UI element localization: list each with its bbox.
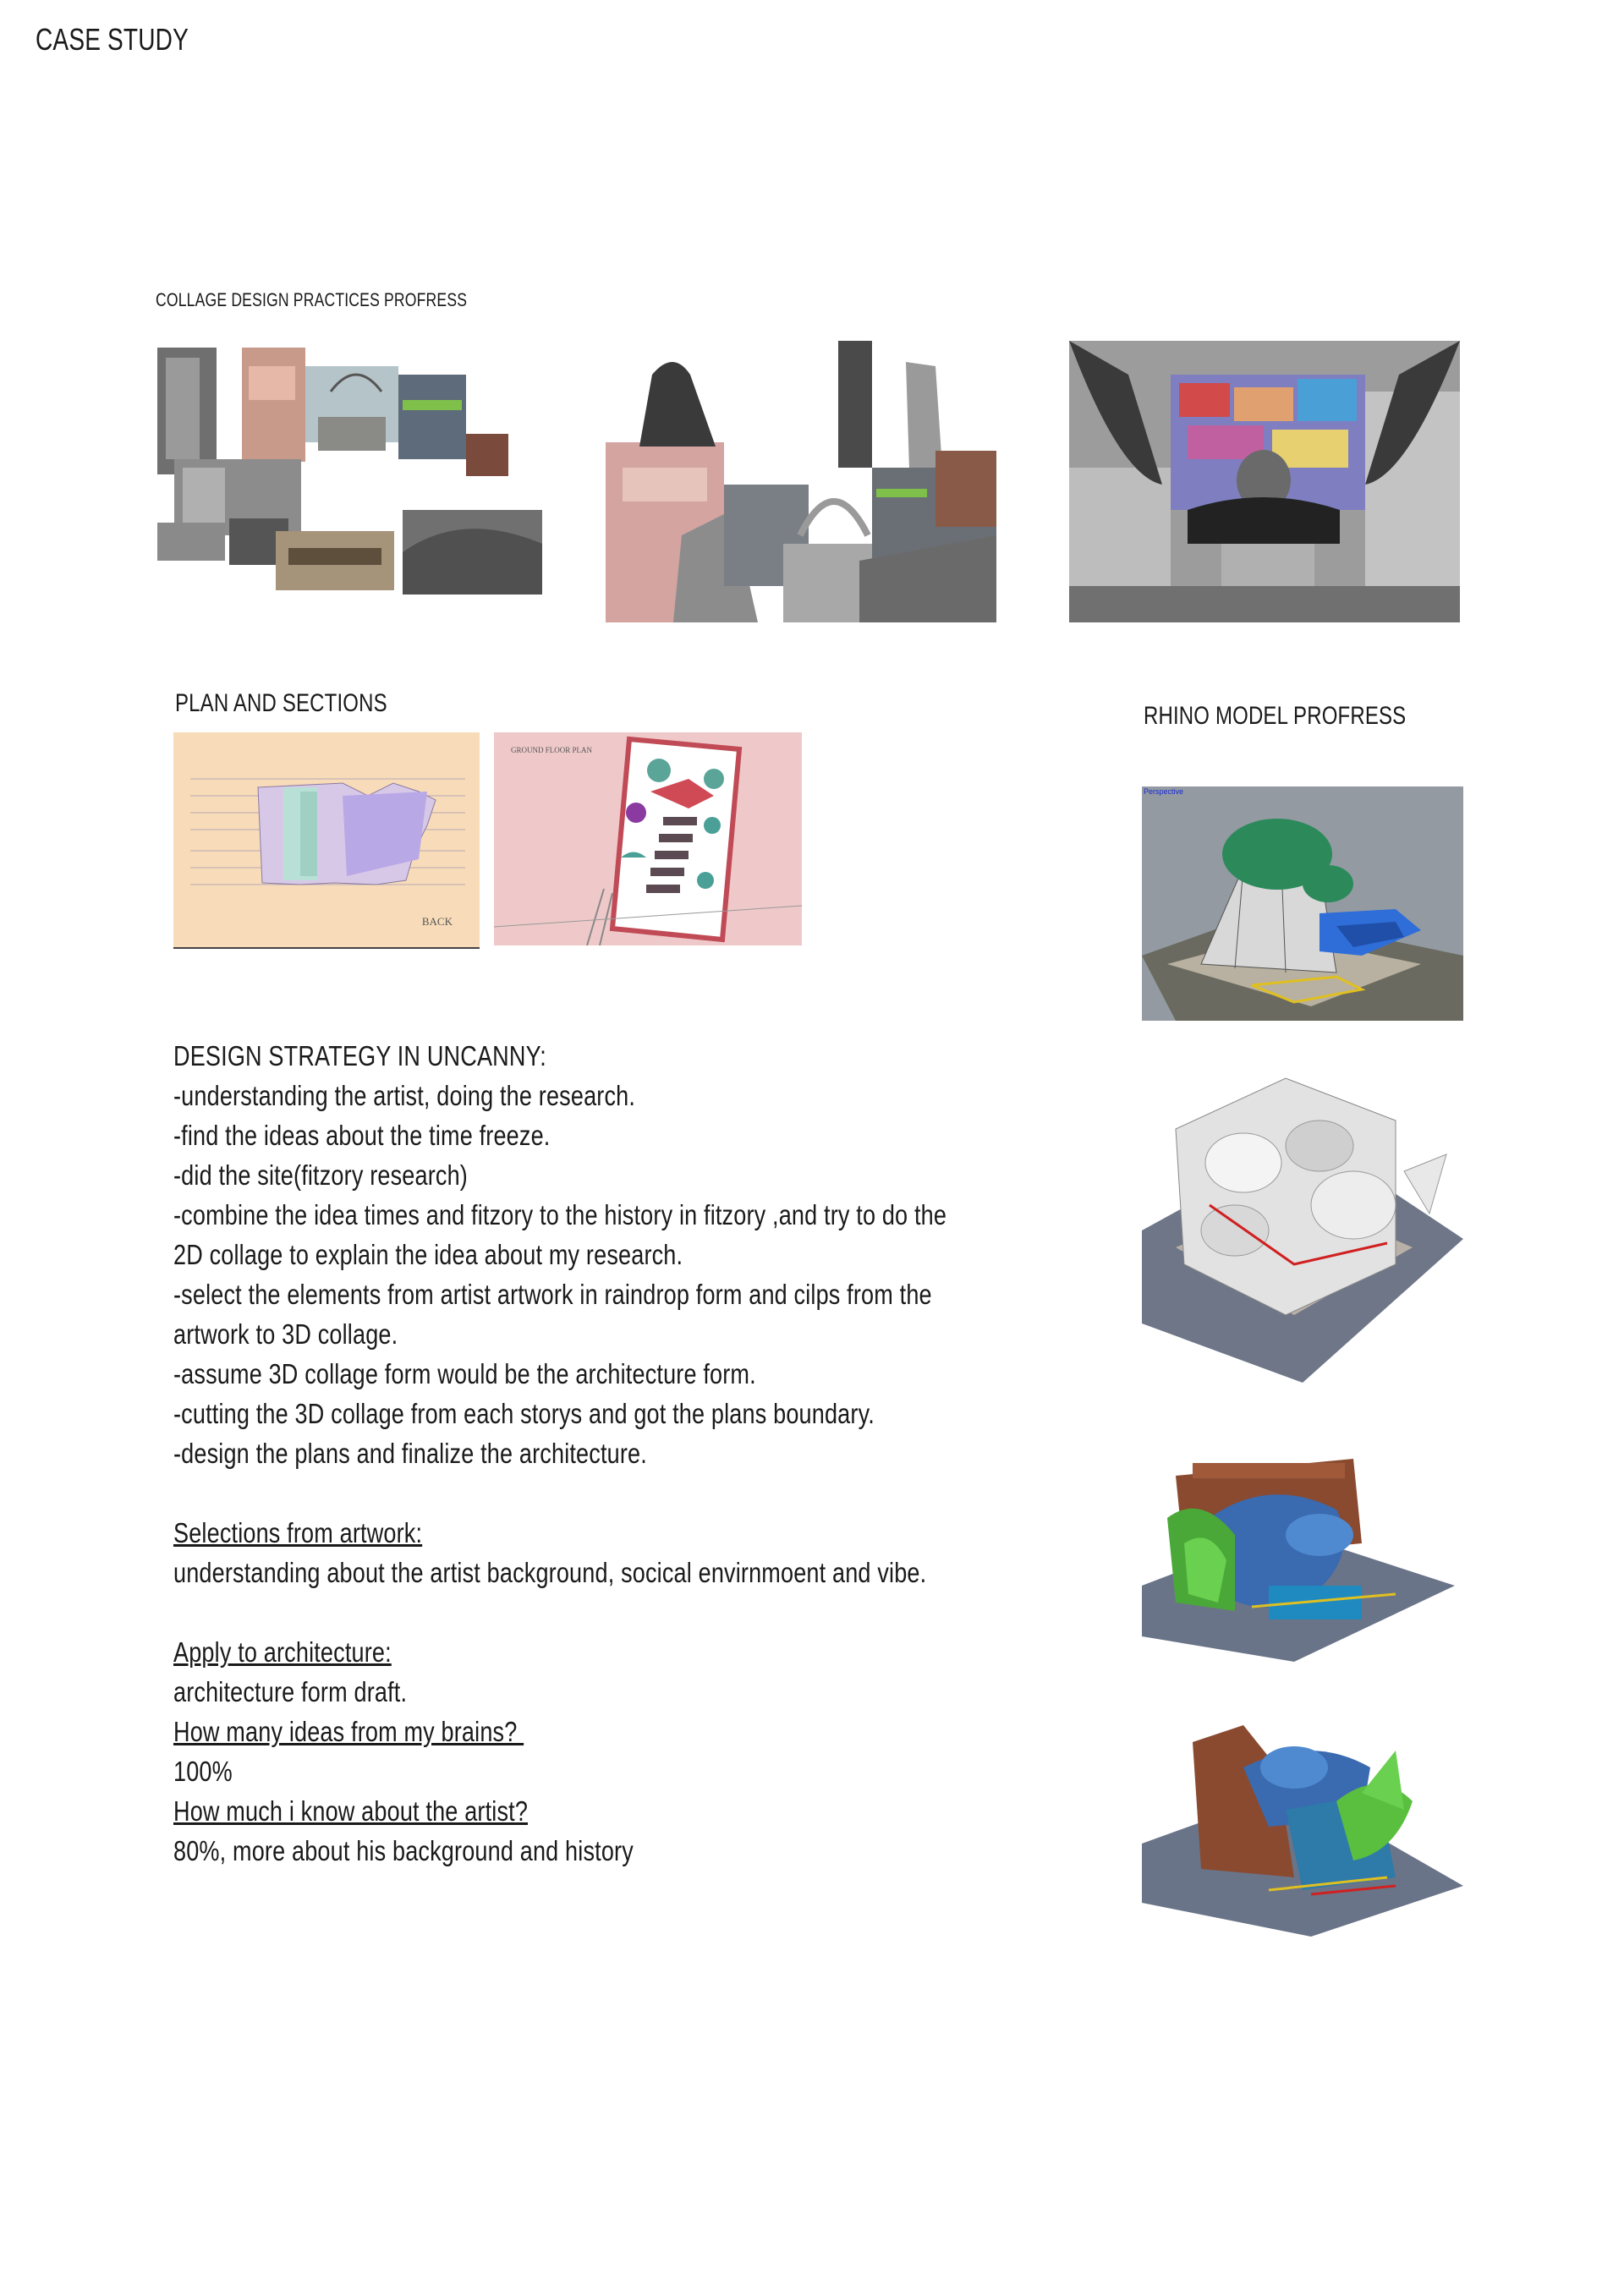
collage-image-street-figures <box>606 341 996 622</box>
artist-answer: 80%, more about his background and history <box>173 1835 634 1866</box>
strategy-step: -assume 3D collage form would be the architecture form. <box>173 1358 756 1389</box>
plan-sections-heading: PLAN AND SECTIONS <box>175 689 387 717</box>
ground-floor-plan-drawing <box>494 732 802 945</box>
ideas-question: How many ideas from my brains? <box>173 1716 524 1747</box>
strategy-step: artwork to 3D collage. <box>173 1318 398 1350</box>
viewport-label: Perspective <box>1144 787 1184 796</box>
rhino-model-white-collage <box>1142 1070 1463 1383</box>
strategy-step: -cutting the 3D collage from each storys and got the plans boundary. <box>173 1398 875 1429</box>
strategy-step: -find the ideas about the time freeze. <box>173 1120 551 1151</box>
rhino-model-heading: RHINO MODEL PROFRESS <box>1144 702 1407 730</box>
collage-image-figure-building <box>1069 341 1460 622</box>
selections-heading: Selections from artwork: <box>173 1517 423 1548</box>
spacer <box>173 1473 867 1513</box>
artist-question: How much i know about the artist? <box>173 1795 529 1827</box>
section-label: BACK <box>421 915 453 928</box>
strategy-step: -select the elements from artist artwork in raindrop form and cilps from the <box>173 1279 932 1310</box>
strategy-title: DESIGN STRATEGY IN UNCANNY: <box>173 1040 546 1071</box>
rhino-viewport-perspective <box>1142 786 1463 1021</box>
selections-text: understanding about the artist background, socical envirnmoent and vibe. <box>173 1557 927 1588</box>
strategy-step: -understanding the artist, doing the research. <box>173 1080 636 1111</box>
collage-heading: COLLAGE DESIGN PRACTICES PROFRESS <box>156 289 468 310</box>
strategy-step: -combine the idea times and fitzory to the history in fitzory ,and try to do the <box>173 1199 947 1230</box>
apply-heading: Apply to architecture: <box>173 1636 392 1668</box>
rhino-model-colour-collage-2 <box>1142 1717 1463 1937</box>
design-strategy-text <box>173 1036 947 1871</box>
rhino-model-colour-collage-1 <box>1142 1442 1455 1662</box>
apply-text: architecture form draft. <box>173 1676 408 1707</box>
collage-image-site-photos <box>157 341 542 595</box>
spacer <box>173 1592 867 1632</box>
ideas-answer: 100% <box>173 1756 233 1787</box>
floor-plan-label: GROUND FLOOR PLAN <box>511 746 593 754</box>
page-title: CASE STUDY <box>36 22 189 57</box>
strategy-step: -did the site(fitzory research) <box>173 1159 468 1191</box>
strategy-step: 2D collage to explain the idea about my research. <box>173 1239 683 1270</box>
strategy-step: -design the plans and finalize the architecture. <box>173 1438 647 1469</box>
section-drawing <box>173 732 480 949</box>
